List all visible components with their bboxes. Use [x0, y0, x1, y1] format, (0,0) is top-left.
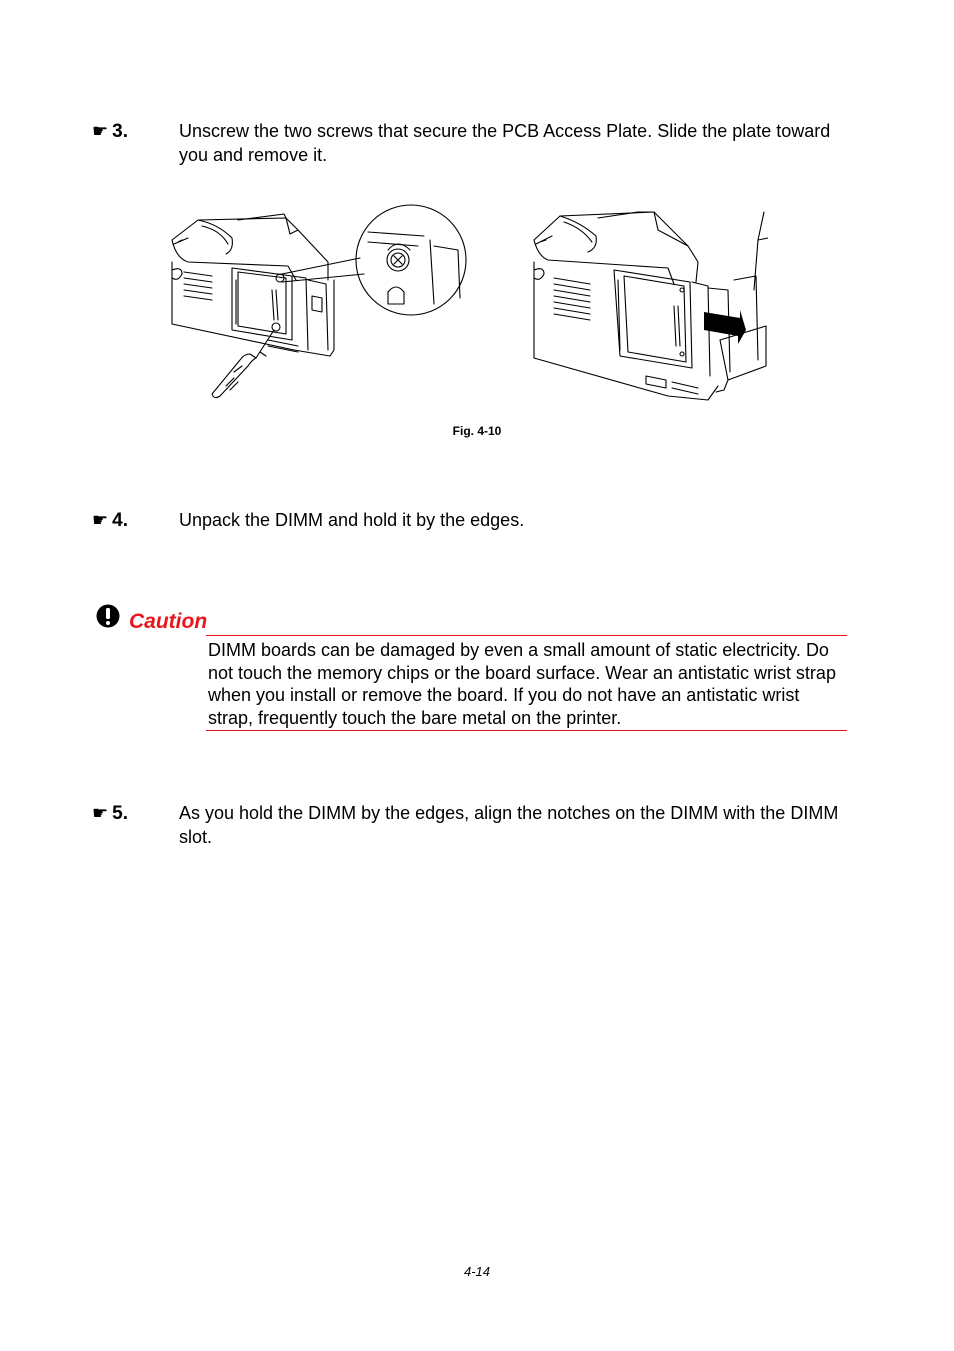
step-3-text: Unscrew the two screws that secure the PCB Access Plate. Slide the plate toward you and remove it.	[179, 121, 831, 165]
exclamation-icon	[96, 604, 120, 628]
step-4-number: 4.	[112, 510, 128, 531]
figure-caption: Fig. 4-10	[452, 424, 502, 438]
screw-closeup-drawing	[356, 205, 466, 315]
pointing-hand-icon: ☛	[92, 510, 109, 530]
caution-title: Caution	[129, 610, 208, 633]
pointing-hand-icon: ☛	[92, 121, 109, 141]
caution-top-rule	[206, 635, 847, 636]
caution-body: DIMM boards can be damaged by even a small amount of static electricity. Do not touch the memory chips or the board surface. Wear an antistatic wrist strap when you install or remove the board. If you do not have an antistatic wrist strap, frequently touch the bare metal on the printer.	[208, 640, 836, 728]
step-4-text: Unpack the DIMM and hold it by the edges.	[179, 510, 525, 530]
page-number: 4-14	[463, 1264, 491, 1279]
printer-illustration	[168, 200, 768, 405]
pointing-hand-icon: ☛	[92, 803, 109, 823]
step-5-text: As you hold the DIMM by the edges, align the notches on the DIMM with the DIMM slot.	[179, 803, 839, 847]
caution-bottom-rule	[206, 730, 847, 731]
step-5-marker	[92, 801, 128, 826]
step-3-number: 3.	[112, 121, 128, 142]
step-4-marker	[92, 508, 128, 533]
step-5-number: 5.	[112, 803, 128, 824]
caution-box	[96, 604, 856, 736]
left-printer-drawing	[172, 214, 364, 398]
step-3-marker	[92, 119, 128, 144]
right-printer-drawing	[534, 212, 768, 400]
